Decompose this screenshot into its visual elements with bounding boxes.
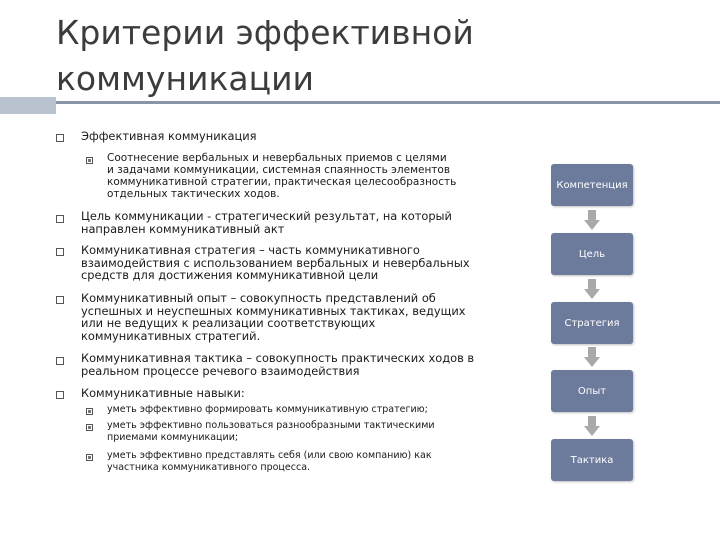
- flow-box-tactics: Тактика: [551, 439, 633, 481]
- sub-bullet-icon: [86, 157, 93, 164]
- item-skills: Коммуникативные навыки:: [81, 386, 245, 400]
- flow-box-experience: Опыт: [551, 370, 633, 412]
- title-rule: [56, 101, 720, 104]
- skill-item: уметь эффективно пользоваться разнообразными тактическими приемами коммуникации;: [107, 420, 435, 443]
- title-rule-accent: [0, 97, 56, 114]
- bullet-icon: [56, 357, 64, 365]
- sub-bullet-icon: [86, 424, 93, 431]
- skill-item: уметь эффективно представлять себя (или свою компанию) как участника коммуникативного процесса.: [107, 450, 432, 473]
- item-strategy: Коммуникативная стратегия – часть коммуникативного взаимодействия с использованием вербальных и невербальных средств для достижения коммуникативной цели: [81, 243, 470, 282]
- item-experience: Коммуникативный опыт – совокупность представлений об успешных и неуспешных коммуникативных тактиках, ведущих или не ведущих к реализации соответствующих коммуникативных стратегий.: [81, 291, 466, 343]
- bullet-icon: [56, 391, 64, 399]
- item-tactics: Коммуникативная тактика – совокупность практических ходов в реальном процессе речевого взаимодействия: [81, 351, 475, 378]
- flow-box-strategy: Стратегия: [551, 302, 633, 344]
- sub-bullet-icon: [86, 454, 93, 461]
- item-correlation: Соотнесение вербальных и невербальных приемов с целями и задачами коммуникации, системная спаянность элементов коммуникативной стратегии, практическая целесообразность отдельных тактических ходов.: [107, 152, 457, 200]
- bullet-icon: [56, 248, 64, 256]
- flow-box-competence: Компетенция: [551, 164, 633, 206]
- arrow-down-icon: [584, 416, 600, 436]
- arrow-down-icon: [584, 347, 600, 367]
- item-goal: Цель коммуникации - стратегический результат, на который направлен коммуникативный акт: [81, 209, 452, 236]
- skill-item: уметь эффективно формировать коммуникативную стратегию;: [107, 404, 428, 415]
- arrow-down-icon: [584, 210, 600, 230]
- bullet-icon: [56, 215, 64, 223]
- item-effective-communication: Эффективная коммуникация: [81, 129, 257, 143]
- bullet-icon: [56, 296, 64, 304]
- title-line-2: коммуникации: [56, 59, 314, 98]
- flow-box-goal: Цель: [551, 233, 633, 275]
- sub-bullet-icon: [86, 408, 93, 415]
- bullet-icon: [56, 134, 64, 142]
- title-line-1: Критерии эффективной: [56, 13, 474, 52]
- arrow-down-icon: [584, 279, 600, 299]
